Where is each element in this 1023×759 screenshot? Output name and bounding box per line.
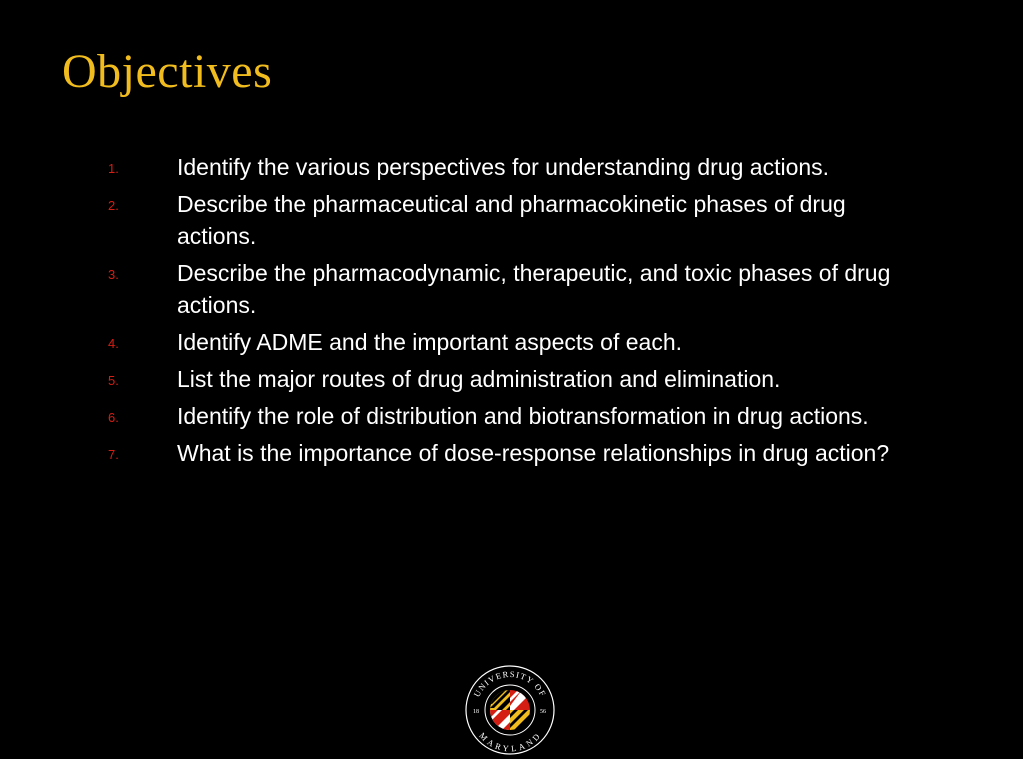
- objectives-list: [108, 151, 908, 474]
- objective-text: Describe the pharmacodynamic, therapeutic, and toxic phases of drug actions.: [177, 260, 891, 318]
- objective-item: [108, 400, 908, 432]
- seal-year-right: 56: [540, 709, 546, 715]
- objective-item: [108, 437, 908, 469]
- seal-year-left: 18: [473, 709, 479, 715]
- maryland-flag-emblem: [490, 690, 530, 730]
- objective-number: 4.: [108, 336, 119, 351]
- objective-number: 5.: [108, 373, 119, 388]
- objective-text: Identify the various perspectives for understanding drug actions.: [177, 154, 830, 180]
- objective-number: 7.: [108, 447, 119, 462]
- objective-number: 1.: [108, 161, 119, 176]
- objective-item: [108, 363, 908, 395]
- seal-text-top: UNIVERSITY OF: [471, 668, 549, 699]
- seal-text-bottom: MARYLAND: [477, 730, 543, 754]
- slide-title: Objectives: [62, 45, 273, 98]
- university-of-maryland-seal-logo: [462, 661, 558, 757]
- objective-text: Identify ADME and the important aspects of each.: [177, 329, 683, 355]
- objective-text: Identify the role of distribution and biotransformation in drug actions.: [177, 403, 869, 429]
- objective-item: [108, 257, 908, 321]
- objective-text: Describe the pharmaceutical and pharmacokinetic phases of drug actions.: [177, 191, 846, 249]
- objective-item: [108, 151, 908, 183]
- objective-number: 6.: [108, 410, 119, 425]
- objective-text: What is the importance of dose-response relationships in drug action?: [177, 440, 890, 466]
- objective-item: [108, 326, 908, 358]
- objective-text: List the major routes of drug administration and elimination.: [177, 366, 781, 392]
- objective-number: 2.: [108, 198, 119, 213]
- objective-number: 3.: [108, 267, 119, 282]
- objective-item: [108, 188, 908, 252]
